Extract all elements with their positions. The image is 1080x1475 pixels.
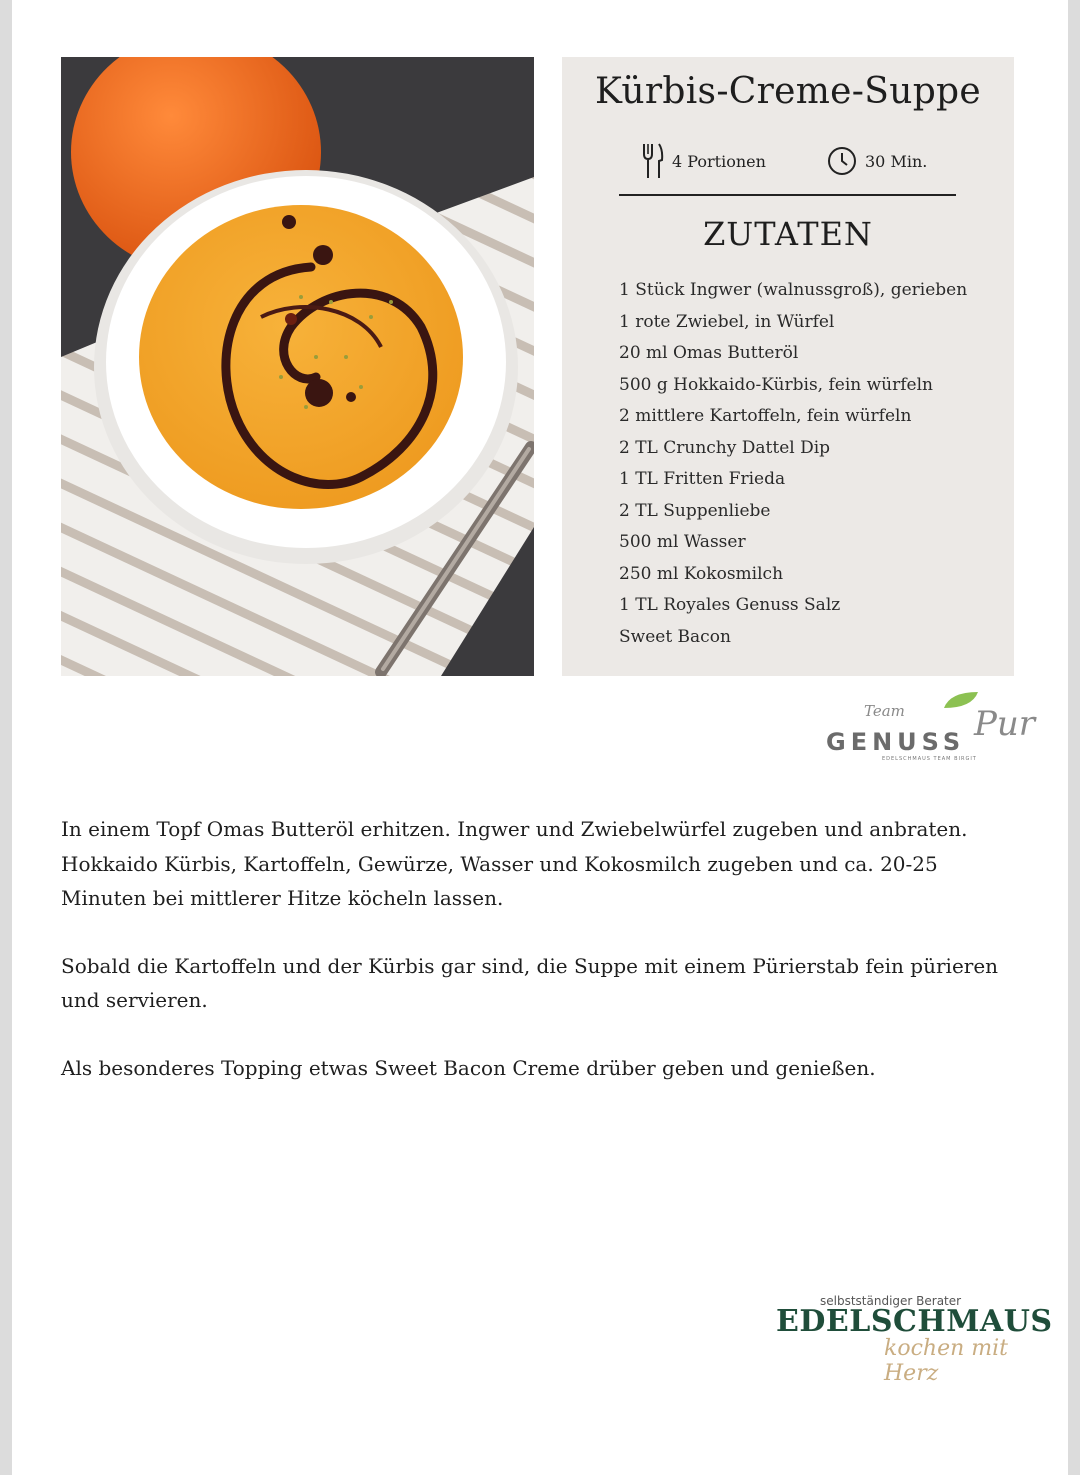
card-divider [619, 194, 956, 196]
recipe-page [12, 0, 1068, 1475]
instruction-paragraph: In einem Topf Omas Butteröl erhitzen. Ingwer und Zwiebelwürfel zugeben und anbraten. Hokkaido Kürbis, Kartoffeln, Gewürze, Wasser und Kokosmilch zugeben und ca. 20-25 Minuten bei mittlerer Hitze köcheln lassen. [61, 817, 968, 910]
time-info [827, 141, 927, 181]
ingredient-item: 500 g Hokkaido-Kürbis, fein würfeln [619, 374, 933, 395]
instruction-paragraph: Sobald die Kartoffeln und der Kürbis gar sind, die Suppe mit einem Pürierstab fein pürieren und servieren. [61, 953, 999, 1012]
recipe-meta [642, 141, 962, 181]
clock-icon [827, 146, 857, 176]
ingredient-item: 2 TL Suppenliebe [619, 500, 771, 521]
genuss-pur-text: Pur [974, 704, 1036, 744]
ingredient-item: 250 ml Kokosmilch [619, 563, 784, 584]
fork-knife-icon [642, 142, 664, 180]
ingredient-item: Sweet Bacon [619, 626, 731, 647]
ingredient-item: 20 ml Omas Butteröl [619, 343, 799, 363]
portions-label: 4 Portionen [672, 151, 766, 171]
instruction-paragraph: Als besonderes Topping etwas Sweet Bacon Creme drüber geben und genießen. [61, 1055, 876, 1080]
soup-illustration [61, 57, 534, 676]
ingredients-card [562, 57, 1014, 676]
edel-tagline: kochen mit Herz [884, 1336, 1008, 1386]
ingredient-item: 2 mittlere Kartoffeln, fein würfeln [619, 406, 912, 426]
ingredient-item: 1 rote Zwiebel, in Würfel [619, 311, 835, 332]
ingredient-item: 500 ml Wasser [619, 532, 746, 552]
ingredients-list [619, 275, 967, 653]
time-label: 30 Min. [865, 151, 928, 171]
edelschmaus-logo [776, 1290, 1053, 1386]
edel-small-text: selbstständiger Berater [820, 1294, 962, 1308]
soup-photo [61, 57, 534, 676]
ingredients-heading: ZUTATEN [703, 215, 873, 253]
ingredient-item: 1 TL Fritten Frieda [619, 469, 786, 489]
edel-brand-text: EDELSCHMAUS [776, 1304, 1053, 1339]
ingredient-item: 2 TL Crunchy Dattel Dip [619, 437, 831, 458]
ingredient-item: 1 Stück Ingwer (walnussgroß), gerieben [619, 280, 968, 300]
ingredient-item: 1 TL Royales Genuss Salz [619, 595, 841, 615]
genuss-sub-text: EDELSCHMAUS TEAM BIRGIT [882, 756, 977, 762]
genuss-pur-logo [824, 690, 1044, 780]
genuss-main-text: GENUSS [826, 728, 966, 756]
portions-info [642, 141, 766, 181]
instructions [61, 812, 1021, 1118]
recipe-title: Kürbis-Creme-Suppe [594, 71, 981, 112]
genuss-team-text: Team [864, 702, 905, 720]
